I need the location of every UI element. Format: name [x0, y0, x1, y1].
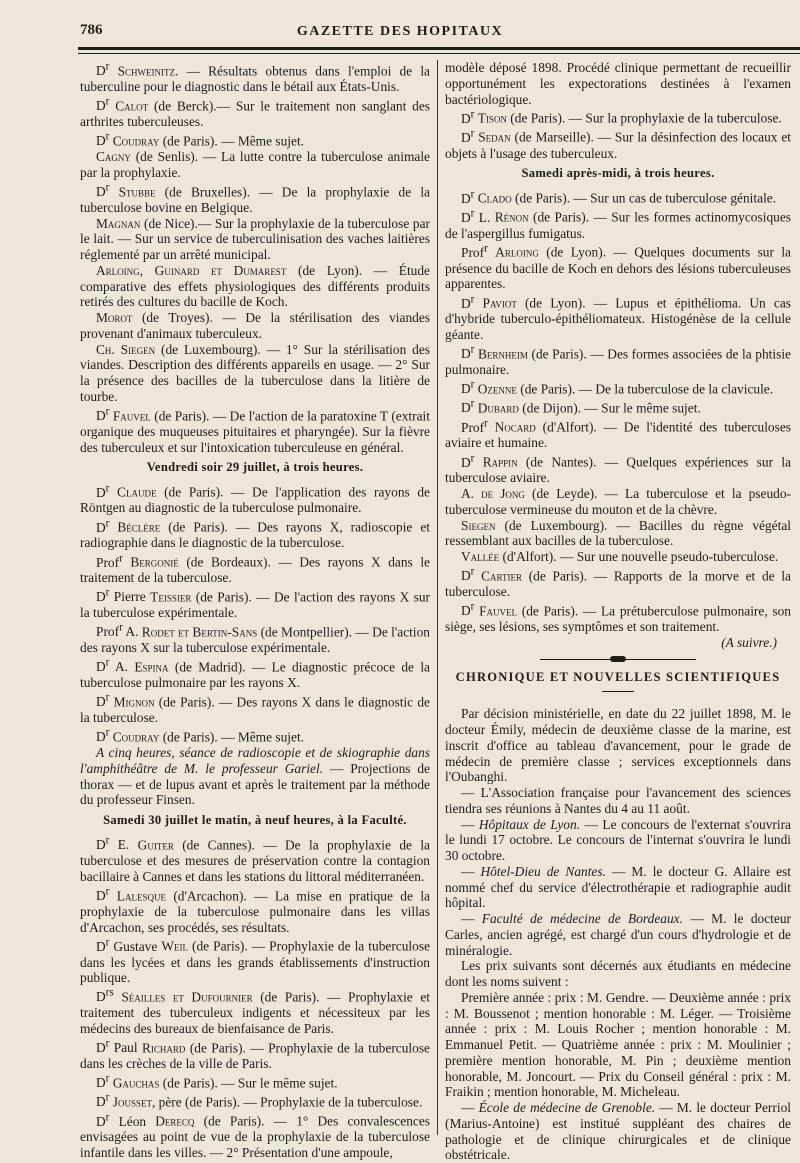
paper-entry	[445, 126, 791, 161]
author-title: $D^r$	[96, 130, 110, 149]
author-title: $D^r$	[96, 1072, 110, 1091]
session-heading: Samedi 30 juillet le matin, à neuf heures, à la Faculté.	[103, 813, 407, 828]
entry-text: (de Paris). — Prophylaxie et traitement des tuberculeux indigents et nécessiteux par les médecins des bureaux de bienfaisance de Paris.	[80, 989, 430, 1036]
author-title: $D^r$ Léon	[96, 1111, 156, 1129]
author-name: Derecq	[155, 1113, 195, 1129]
paper-entry	[80, 263, 430, 310]
author-name: Ch. Siegen	[96, 341, 156, 357]
to-be-continued: (A suivre.)	[721, 634, 777, 650]
entry-text: (de Paris). — Des rayons X, radioscopie et radiographie dans le diagnostic de la tuberculose.	[80, 519, 430, 551]
journal-title: GAZETTE DES HOPITAUX	[296, 24, 504, 39]
author-name: Claude	[117, 484, 157, 500]
author-name: Nocard	[494, 419, 536, 435]
paper-entry	[80, 885, 430, 936]
author-title: $D^r$	[461, 565, 475, 584]
author-title: $D^r$ Gustave	[96, 936, 162, 954]
news-paragraph: — Hôpitaux de Lyon. — Le concours de l'externat s'ouvrira le lundi 17 octobre. Le concours de l'internat s'ouvrira le lundi 30 octobre.	[445, 816, 791, 864]
session-heading: Vendredi soir 29 juillet, à trois heures.	[146, 460, 364, 475]
entry-text: (de Dijon). — Sur le même sujet.	[518, 400, 701, 416]
paper-entry	[80, 834, 430, 885]
author-name: Rappin	[482, 454, 518, 470]
author-title: $D^r$	[461, 293, 475, 311]
paper-entry	[80, 691, 430, 726]
author-title: $D^r$	[96, 691, 110, 710]
paper-entry	[80, 1037, 430, 1072]
paper-entry	[445, 343, 791, 378]
news-paragraph: — Hôtel-Dieu de Nantes. — M. le docteur G. Allaire est nommé chef du service d'électrothérapie et radiographie audit hôpital.	[445, 863, 791, 911]
paper-entry	[445, 241, 791, 292]
paper-entry	[80, 1072, 430, 1091]
author-name: Rénon	[494, 209, 529, 225]
author-title: $D^r$ Pierre	[96, 587, 151, 605]
news-paragraph: — École de médecine de Grenoble. — M. le docteur Perriol (Marius-Antoine) est institué suppléant des chaires de pathologie et de clinique chirurgicales et de clinique obstétricale.	[445, 1100, 791, 1163]
paper-entry	[445, 486, 791, 518]
author-name: Bernheim	[477, 346, 528, 362]
author-name: Clado	[477, 190, 512, 206]
chronicle-heading: CHRONIQUE ET NOUVELLES SCIENTIFIQUES	[455, 669, 781, 684]
entry-text: (de Madrid). — Le diagnostic précoce de la tuberculose pulmonaire par les rayons X.	[80, 659, 430, 691]
paper-entry	[445, 292, 791, 343]
author-name: Coudray	[112, 133, 160, 149]
entry-text: (de Paris). — Des rayons X dans le diagnostic de la tuberculose.	[80, 694, 430, 726]
author-name: Magnan	[96, 215, 141, 231]
author-title: Prof$^r$	[461, 242, 488, 260]
author-name: Fauvel	[112, 408, 151, 424]
author-name: Morot	[96, 310, 133, 326]
header-rule	[78, 47, 800, 50]
column-divider	[437, 60, 438, 1135]
paper-entry	[445, 416, 791, 451]
entry-text: (de Paris). — De l'application des rayons de Röntgen au diagnostic de la tuberculose pulmonaire.	[80, 484, 430, 516]
paper-entry	[80, 621, 430, 656]
author-name: Rodet et Bertin-Sans	[141, 624, 258, 640]
right-column	[445, 60, 791, 1163]
author-name: Calot	[115, 98, 149, 114]
entry-text: (de Paris). — De l'action de la paratoxine T (extrait organique des muqueuses pituitaires et pharyngée). Sur la fièvre des tuberculeux et sur l'intoxication tuberculeuse en général.	[80, 408, 430, 455]
author-title: $D^r$	[96, 61, 110, 79]
author-name: Stubbe	[118, 184, 156, 200]
left-column	[80, 60, 430, 1161]
session-note: A cinq heures, séance de radioscopie et de skiographie dans l'amphithéâtre de M. le professeur Gariel. — Projections de thorax — et de lupus avant et après le traitement par la méthode du professeur Finsen.	[80, 745, 430, 808]
author-title: Prof$^r$ A.	[96, 621, 142, 640]
ornament-dot	[610, 656, 626, 662]
author-name: Séailles et Dufournier	[121, 989, 253, 1005]
news-paragraph: Les prix suivants sont décernés aux étudiants en médecine dont les noms suivent :	[445, 958, 791, 990]
entry-text: (de Luxembourg). — 1° Sur la stérilisation des viandes. Description des différents appareils en usage. — 2° Sur la présence des bacilles de la tuberculose dans la litière de tourbe.	[80, 341, 430, 404]
entry-text: (de Paris). — Sur le même sujet.	[159, 1075, 338, 1091]
entry-text: (de Paris). — Sur un cas de tuberculose génitale.	[511, 190, 777, 206]
paper-entry	[445, 397, 791, 416]
entry-text: (d'Alfort). — De l'identité des tuberculoses aviaire et humaine.	[445, 419, 791, 451]
entry-text: (de Berck).— Sur le traitement non sanglant des arthrites tuberculeuses.	[80, 98, 430, 130]
entry-text: (d'Alfort). — Sur une nouvelle pseudo-tuberculose.	[499, 549, 779, 565]
paper-entry	[445, 206, 791, 241]
entry-text: (de Lyon). — Quelques documents sur la présence du bacille de Koch en dehors des lésions tuberculeuses apparentes.	[445, 244, 791, 292]
author-title: $D^{rs}$	[96, 987, 114, 1005]
paper-entry	[80, 310, 430, 342]
entry-text: (de Paris). — La prétuberculose pulmonaire, son siège, ses lésions, ses symptômes et son traitement.	[445, 603, 791, 635]
paper-entry	[80, 935, 430, 986]
paper-entry	[445, 565, 791, 600]
paper-entry	[445, 600, 791, 635]
author-title: $D^r$	[461, 398, 475, 416]
author-title: A.	[461, 486, 482, 502]
author-name: Tison	[477, 110, 507, 126]
page-number: 786	[80, 22, 103, 38]
author-name: Fauvel	[479, 603, 518, 619]
author-title: $D^r$	[96, 1091, 110, 1110]
news-paragraph: — L'Association française pour l'avancement des sciences tiendra ses réunions à Nantes du 4 au 11 août.	[445, 785, 791, 816]
author-name: Bergonié	[130, 554, 179, 570]
author-title: $D^r$	[461, 378, 475, 397]
author-title: $D^r$	[461, 188, 475, 206]
paper-entry	[80, 656, 430, 691]
entry-text: (de Paris). — Prophylaxie de la tuberculose dans les lycées et dans les grands établissements d'instruction publique.	[80, 938, 431, 986]
entry-text: (de Paris). — Sur la prophylaxie de la tuberculose.	[506, 110, 782, 126]
paper-entry	[80, 1091, 430, 1110]
entry-text: (de Paris). — 1° Des convalescences envisagées au point de vue de la prophylaxie de la tuberculose infantile dans les villes. — 2° Présentation d'une ampoule,	[80, 1113, 430, 1161]
author-name: Paviot	[482, 295, 517, 311]
continued-text: modèle déposé 1898. Procédé clinique permettant de recueillir opportunément les expectorations destinées à l'examen bactériologique.	[445, 60, 791, 107]
paper-entry	[80, 551, 430, 586]
paper-entry	[445, 549, 791, 565]
author-name: Arloing	[495, 244, 539, 260]
paper-entry	[445, 518, 791, 550]
author-name: Ozenne	[477, 381, 517, 397]
paper-entry	[445, 451, 791, 486]
author-title: $D^r$	[461, 452, 475, 470]
author-name: Sedan	[478, 129, 511, 145]
author-title: $D^r$ E.	[96, 834, 138, 853]
author-title: $D^r$ L.	[461, 207, 495, 225]
entry-text: (de Marseille). — Sur la désinfection des locaux et objets à l'usage des tuberculeux.	[445, 129, 791, 161]
entry-text: (de Paris). — Rapports de la morve et de la tuberculose.	[445, 568, 791, 600]
entry-text: (de Paris). — Même sujet.	[159, 133, 305, 149]
author-name: Arloing, Guinard et Dumarest	[96, 262, 287, 278]
entry-text: (de Cannes). — De la prophylaxie de la tuberculose et des mesures de préservation contre la contagion bacillaire à Cannes et dans les stations du littoral méditerranéen.	[80, 837, 430, 884]
entry-text: (de Paris). — Des formes associées de la phtisie pulmonaire.	[445, 346, 791, 378]
author-title: $D^r$ A.	[96, 656, 135, 675]
author-title: $D^r$	[96, 726, 110, 745]
author-name: de Jong	[481, 486, 525, 502]
paper-entry	[80, 481, 430, 516]
entry-text: (de Nantes). — Quelques expériences sur la tuberculose aviaire.	[445, 454, 791, 486]
author-title: $D^r$	[96, 885, 110, 904]
entry-text: (de Lyon). — Étude comparative des effets physiologiques des différents produits retirés des cultures du bacille de Koch.	[80, 262, 430, 310]
paper-entry	[80, 586, 430, 621]
entry-text: (de Nice).— Sur la prophylaxie de la tuberculose par le lait. — Sur un service de tuberculinisation des vaches laitières réglementé par un arrêté municipal.	[80, 215, 430, 263]
paper-entry	[445, 187, 791, 206]
paper-entry	[80, 216, 430, 263]
author-title: $D^r$	[461, 127, 475, 145]
news-paragraph: Par décision ministérielle, en date du 22 juillet 1898, M. le docteur Émily, médecin de deuxième classe de la marine, est inscrit d'office au tableau d'avancement, pour le grade de médecin de première classe ; services exceptionnels dans l'Oubanghi.	[445, 706, 791, 785]
entry-text: (de Senlis). — La lutte contre la tuberculose animale par la prophylaxie.	[80, 149, 430, 180]
paper-entry	[445, 378, 791, 397]
paper-entry	[80, 130, 430, 149]
author-title: $D^r$	[96, 405, 110, 424]
author-title: $D^r$	[96, 95, 110, 114]
paper-entry	[80, 95, 430, 130]
author-title: $D^r$	[96, 482, 110, 500]
entry-text: (de Montpellier). — De l'action des rayons X sur la tuberculose expérimentale.	[80, 624, 430, 656]
author-name: Teissier	[150, 589, 192, 605]
entry-text: (de Leyde). — La tuberculose et la pseudo-tuberculose vermineuse du mouton et de la chèvre.	[445, 486, 792, 517]
author-title: $D^r$	[461, 343, 475, 362]
author-title: $D^r$	[96, 517, 110, 535]
author-name: Béclère	[117, 519, 161, 535]
short-rule	[602, 691, 634, 692]
entry-text: . — Résultats obtenus dans l'emploi de la tuberculine pour le diagnostic dans le bétail aux États-Unis.	[80, 63, 430, 95]
paper-entry	[80, 516, 430, 551]
header-rule-thin	[78, 53, 800, 54]
entry-text: (de Paris). — De la tuberculose de la clavicule.	[516, 381, 774, 397]
author-title: $D^r$	[461, 600, 475, 619]
author-name: Mignon	[113, 694, 155, 710]
paper-entry	[80, 342, 430, 405]
author-title: $D^r$	[461, 108, 475, 126]
author-name: Richard	[141, 1040, 186, 1056]
session-heading: Samedi après-midi, à trois heures.	[521, 166, 715, 181]
author-name: Jousset	[112, 1094, 152, 1110]
entry-text: (de Bruxelles). — De la prophylaxie de la tuberculose bovine en Belgique.	[80, 184, 430, 215]
paper-entry	[80, 60, 430, 95]
entry-text: (de Troyes). — De la stérilisation des viandes provenant d'animaux tuberculeux.	[80, 310, 430, 341]
author-name: Guiter	[137, 837, 174, 853]
author-name: Espina	[134, 659, 169, 675]
entry-text: (d'Arcachon). — La mise en pratique de la prophylaxie de la tuberculose pulmonaire dans les villas d'Arcachon, ses procédés, ses résultats.	[80, 888, 430, 935]
author-name: Gauchas	[112, 1075, 160, 1091]
author-name: Cagny	[96, 149, 131, 165]
entry-text: (de Bordeaux). — Des rayons X dans le traitement de la tuberculose.	[80, 554, 430, 586]
entry-text: (de Paris). — De l'action des rayons X sur la tuberculose expérimentale.	[80, 589, 430, 621]
entry-text: (de Paris). — Même sujet.	[159, 729, 305, 745]
entry-text: (de Paris). — Sur les formes actinomycosiques de l'aspergillus fumigatus.	[445, 209, 791, 241]
author-name: Schweinitz	[117, 63, 176, 79]
paper-entry	[80, 1110, 430, 1161]
ornament-divider	[445, 654, 791, 666]
paper-entry	[80, 405, 430, 456]
author-title: $D^r$ Paul	[96, 1037, 142, 1056]
paper-entry	[445, 107, 791, 126]
paper-entry	[80, 149, 430, 181]
entry-text: (de Lyon). — Lupus et épithélioma. Un cas d'hybride tuberculo-épithéliomateux. Histogénèse de la cellule géante.	[445, 295, 791, 343]
news-paragraph: — Faculté de médecine de Bordeaux. — M. le docteur Carles, ancien agrégé, est chargé d'un cours d'hydrologie et de minéralogie.	[445, 911, 791, 958]
author-name: Coudray	[112, 729, 160, 745]
entry-text: (de Luxembourg). — Bacilles du règne végétal ressemblant aux bacilles de la tuberculose.	[445, 517, 791, 549]
author-title: $D^r$	[96, 181, 110, 200]
author-name: Dubard	[477, 400, 519, 416]
entry-text: (de Paris). — Prophylaxie de la tuberculose dans les crèches de la ville de Paris.	[80, 1040, 430, 1071]
author-name: Siegen	[461, 517, 496, 533]
entry-text: , père (de Paris). — Prophylaxie de la tuberculose.	[151, 1094, 423, 1110]
paper-entry	[80, 726, 430, 745]
author-name: Weil	[161, 938, 188, 954]
author-title: Prof$^r$	[96, 552, 123, 570]
author-name: Cartier	[481, 568, 522, 584]
paper-entry	[80, 181, 430, 216]
author-name: Lalesque	[116, 888, 166, 904]
author-title: Prof$^r$	[461, 417, 488, 435]
author-name: Vallée	[461, 549, 500, 565]
paper-entry	[80, 986, 430, 1037]
news-paragraph: Première année : prix : M. Gendre. — Deuxième année : prix : M. Boussenot ; mention honorable : M. Léger. — Troisième année : prix : M. Louis Rocher ; mention honorable : M. Emmanuel Petit. — Quatrième année : prix : M. Moulinier ; première mention honorable, M. Pin ; deuxième mention honorable, M. Joncourt. — Prix du Conseil général : prix : M. Fraikin ; mention honorable, M. Micheleau.	[445, 989, 791, 1100]
